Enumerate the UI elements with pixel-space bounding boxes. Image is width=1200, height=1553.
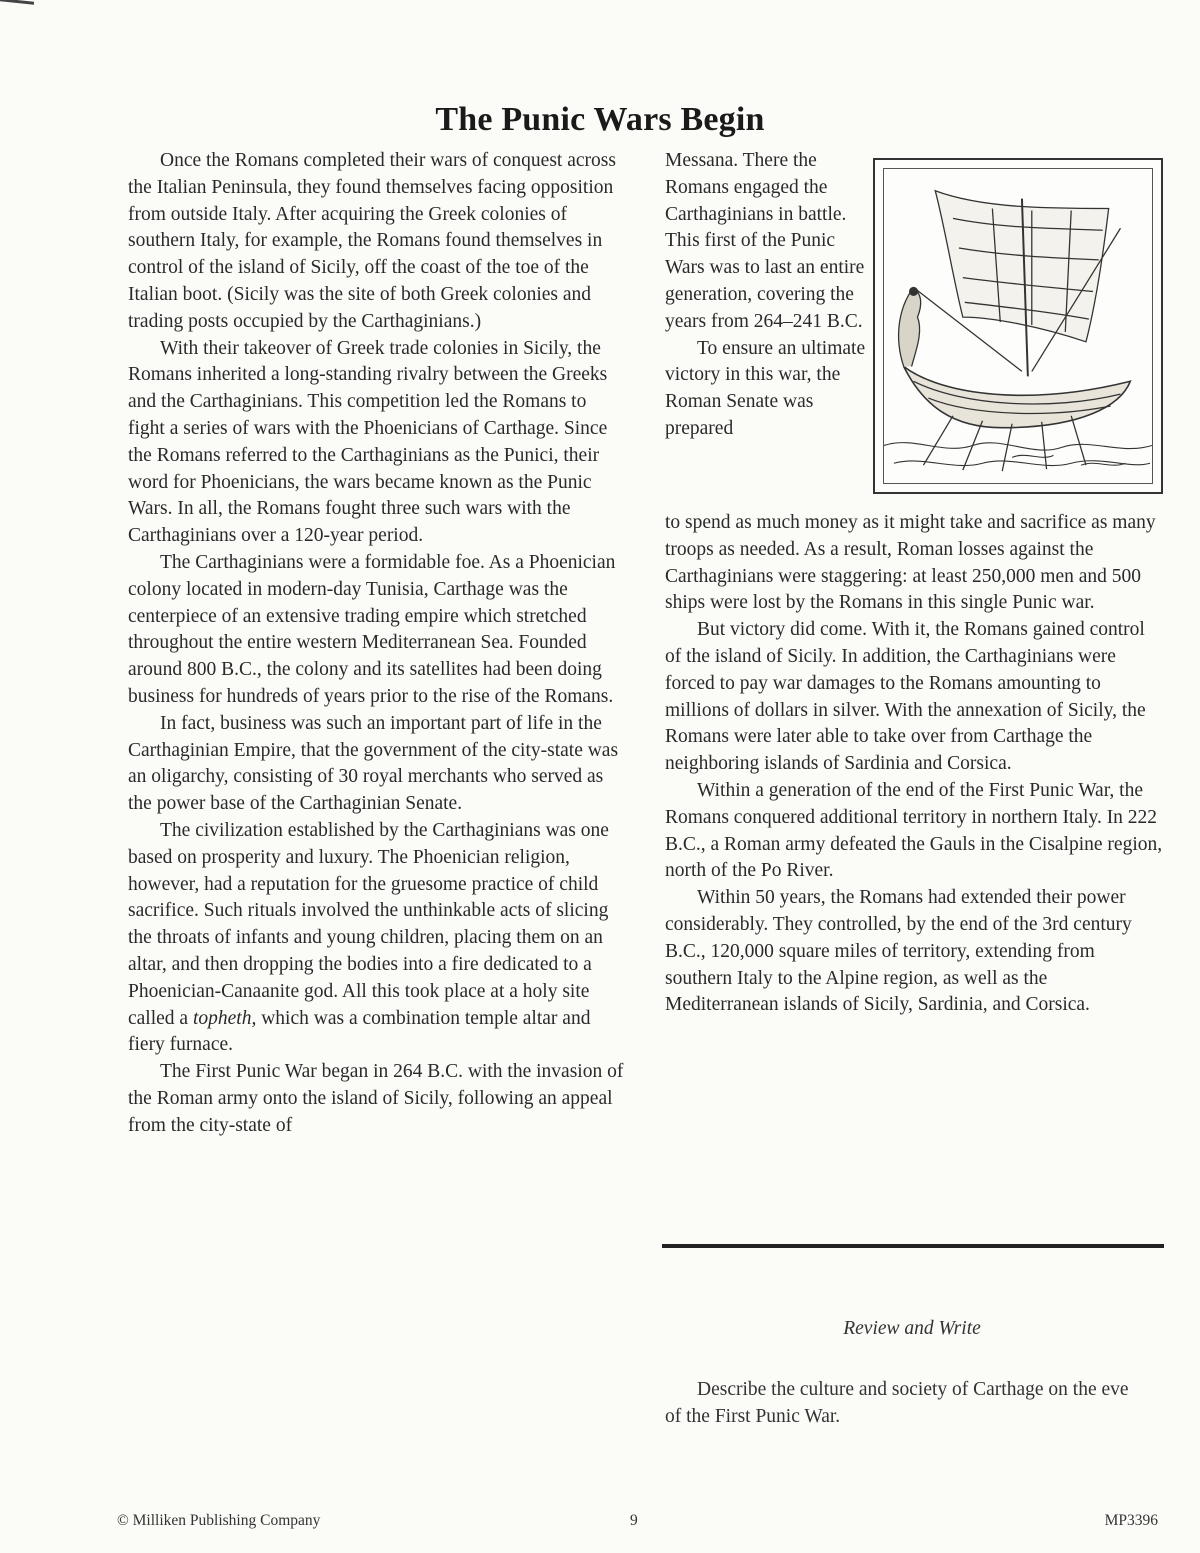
footer-page-number: 9 xyxy=(630,1512,638,1529)
figure-frame xyxy=(883,168,1153,484)
paragraph: to spend as much money as it might take and sacrifice as many troops as needed. As a result, Roman losses against the Carthaginians were staggering: at least 250,000 men and 500 ships were lost by the Romans in this single Punic war. xyxy=(665,512,1156,614)
paragraph: The First Punic War began in 264 B.C. with the invasion of the Roman army onto the island of Sicily, following an appeal from the city-state of xyxy=(128,1061,624,1136)
italic-term: topheth, xyxy=(192,1007,257,1029)
scan-edge-mark xyxy=(0,0,34,13)
ship-figure xyxy=(873,158,1163,494)
footer-publisher: © Milliken Publishing Company xyxy=(117,1512,321,1529)
review-question-text: Describe the culture and society of Carthage on the eve of the First Punic War. xyxy=(665,1379,1129,1427)
right-column xyxy=(665,510,1165,1019)
paragraph xyxy=(128,818,626,1059)
paragraph: Messana. There the Romans engaged the Carthaginians in battle. This first of the Punic Wars was to last an entire generation, covering the years from 264–241 B.C. xyxy=(665,150,865,332)
paragraph: The Carthaginians were a formidable foe. As a Phoenician colony located in modern-day Tunisia, Carthage was the centerpiece of an extensive trading empire which stretched throughout the entire western Mediterranean Sea. Founded around 800 B.C., the colony and its satellites had been doing business for hundreds of years prior to the rise of the Romans. xyxy=(128,551,616,707)
paragraph: In fact, business was such an important part of life in the Carthaginian Empire, that the government of the city-state was an oligarchy, consisting of 30 royal merchants who served as the power base of the Carthaginian Senate. xyxy=(128,712,619,815)
paragraph: Within a generation of the end of the First Punic War, the Romans conquered additional territory in northern Italy. In 222 B.C., a Roman army defeated the Gauls in the Cisalpine region, north of the Po River. xyxy=(665,779,1163,882)
left-column xyxy=(128,148,626,1139)
paragraph: Once the Romans completed their wars of conquest across the Italian Peninsula, they found themselves facing opposition from outside Italy. After acquiring the Greek colonies of southern Italy, for example, the Romans found themselves in control of the island of Sicily, off the coast of the toe of the Italian boot. (Sicily was the site of both Greek colonies and trading posts occupied by the Carthaginians.) xyxy=(128,150,616,332)
paragraph: But victory did come. With it, the Romans gained control of the island of Sicily. In addition, the Carthaginians were forced to pay war damages to the Romans amounting to millions of dollars in silver. With the annexation of Sicily, the Romans were later able to take over from Carthage the neighboring islands of Sardinia and Corsica. xyxy=(665,619,1146,775)
section-divider xyxy=(662,1244,1164,1248)
paragraph: Within 50 years, the Romans had extended their power considerably. They controlled, by the end of the 3rd century B.C., 120,000 square miles of territory, extending from southern Italy to the Alpine region, as well as the Mediterranean islands of Sicily, Sardinia, and Corsica. xyxy=(665,887,1132,1016)
ship-illustration-icon xyxy=(884,169,1152,483)
paragraph: With their takeover of Greek trade colonies in Sicily, the Romans inherited a long-standing rivalry between the Greeks and the Carthaginians. This competition led the Romans to fight a series of wars with the Phoenicians of Carthage. Since the Romans referred to the Carthaginians as the Punici, their word for Phoenicians, the wars became known as the Punic Wars. In all, the Romans fought three such wars with the Carthaginians over a 120-year period. xyxy=(128,337,608,547)
page-title: The Punic Wars Begin xyxy=(435,100,765,138)
review-heading: Review and Write xyxy=(843,1318,981,1339)
paragraph: To ensure an ultimate victory in this war, the Roman Senate was prepared xyxy=(665,337,866,439)
footer-code: MP3396 xyxy=(1104,1512,1158,1529)
review-question xyxy=(665,1376,1145,1430)
right-column-wrap xyxy=(665,148,873,443)
paragraph-text: The civilization established by the Carthaginians was one based on prosperity and luxury. The Phoenician religion, however, had a reputation for the gruesome practice of child sacrifice. Such rituals involved the unthinkable acts of slicing the throats of infants and young children, placing them on an altar, and then dropping the bodies into a fire dedicated to a Phoenician-Canaanite god. All this took place at a holy site called a xyxy=(128,819,609,1029)
paragraph-text: which was a combination temple altar and fiery furnace. xyxy=(128,1007,591,1056)
